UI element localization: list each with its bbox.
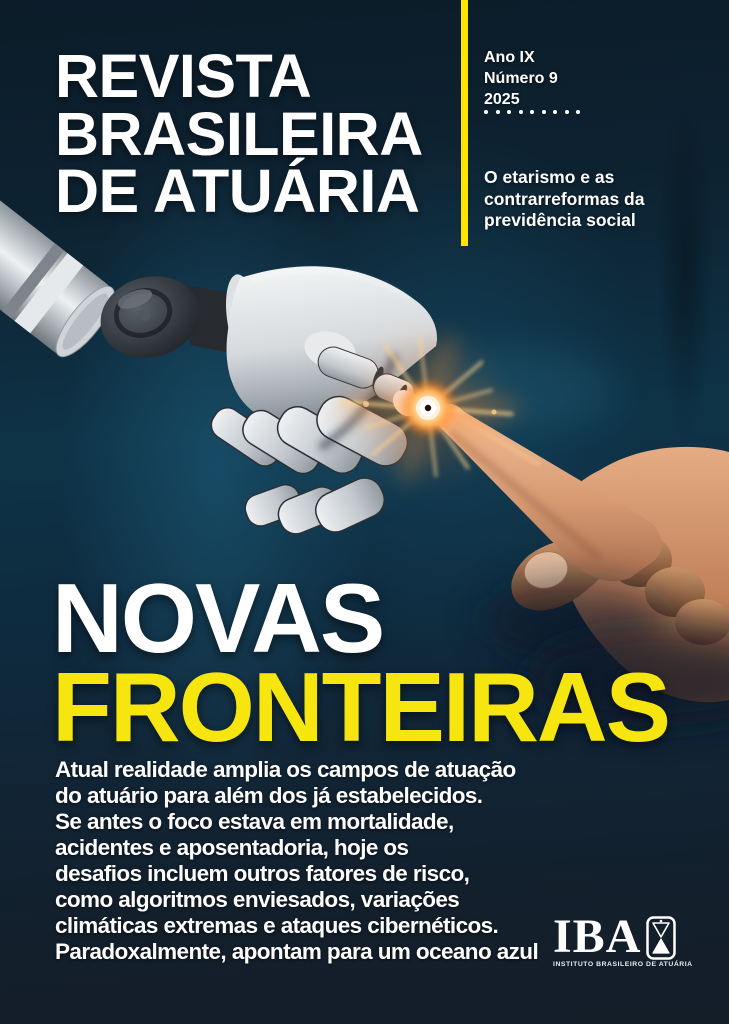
separator-dots [484,110,594,115]
masthead-line: BRASILEIRA [55,99,423,168]
feature-line: contrarreformas da [484,188,645,209]
issue-info [484,47,558,110]
iba-logo [553,910,693,968]
dot [553,110,557,114]
deck-line: Atual realidade amplia os campos de atuação [55,757,516,782]
deck-line: do atuário para além dos já estabelecidos. [55,783,483,808]
masthead-title [55,42,423,225]
dot [496,110,500,114]
feature-line: O etarismo e as [484,167,615,187]
issue-year: Ano IX [484,49,535,66]
dot [565,110,569,114]
dot [576,110,580,114]
deck-line: Se antes o foco estava em mortalidade, [55,809,454,834]
dot [530,110,534,114]
cover-headline [52,563,669,762]
dot [484,110,488,114]
deck-line: Paradoxalmente, apontam para um oceano azul [55,939,539,964]
robot-arm-illustration [0,175,437,539]
deck-paragraph [55,757,538,965]
masthead-line: DE ATUÁRIA [55,157,420,225]
yellow-accent-bar [461,0,468,246]
headline-word-fronteiras: FRONTEIRAS [52,652,669,762]
dot [542,110,546,114]
feature-teaser [484,167,644,232]
deck-line: climáticas extremas e ataques cibernéticos. [55,913,499,938]
robot-elbow-joint [91,265,208,368]
dot [507,110,511,114]
hourglass-icon [646,916,676,960]
issue-edition-year: 2025 [484,91,520,108]
masthead-line: REVISTA [55,42,312,110]
iba-logo-tagline: INSTITUTO BRASILEIRO DE ATUÁRIA [553,961,693,968]
issue-number: Número 9 [484,70,558,87]
headline-word-novas: NOVAS [52,563,384,673]
deck-line: desafios incluem outros fatores de risco, [55,861,470,886]
dot [519,110,523,114]
deck-line: como algoritmos enviesados, variações [55,887,460,912]
feature-line: previdência social [484,210,636,230]
iba-logo-acronym: IBA [553,910,642,963]
deck-line: acidentes e aposentadoria, hoje os [55,835,409,860]
